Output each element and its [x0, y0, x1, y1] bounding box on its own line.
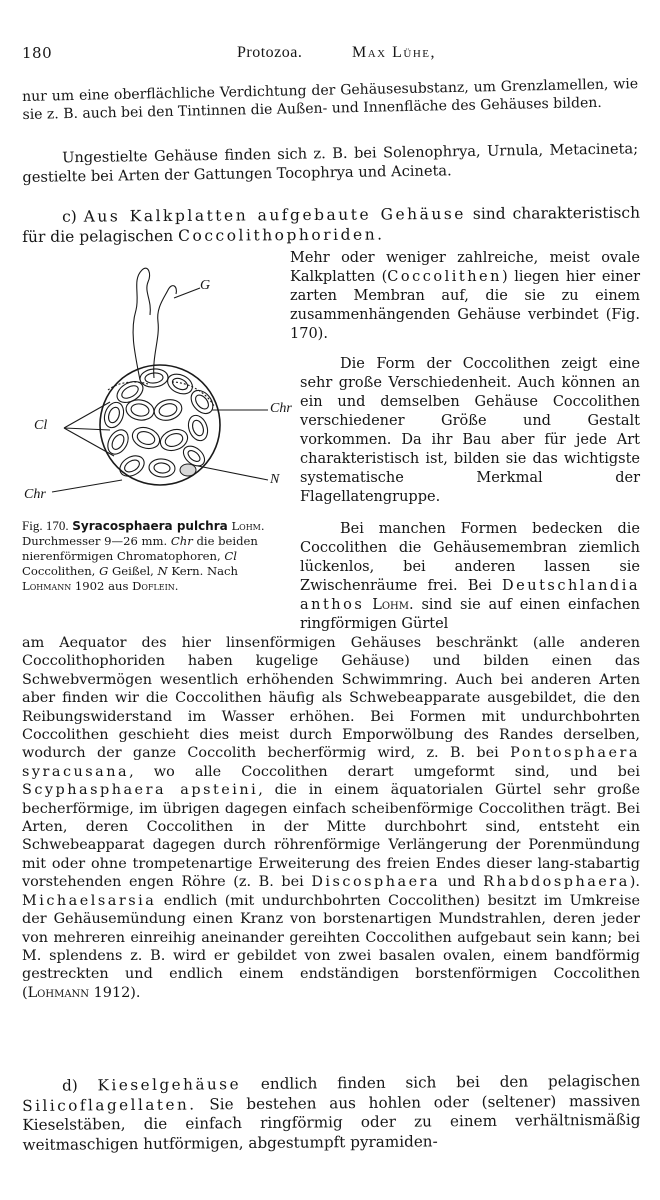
- caption-text-3: Coccolithen,: [22, 564, 100, 578]
- bei-text-2: sind sie auf einen einfachen ringförmigen Gürtel: [300, 597, 640, 632]
- figure-label-chr-left: Chr: [24, 487, 46, 502]
- flagellum-right: [154, 286, 177, 378]
- caption-abbr-n: N: [157, 564, 168, 578]
- figure-label-cl: Cl: [34, 418, 48, 433]
- section-c-heading: [22, 203, 640, 247]
- caption-abbr-chr: Chr: [170, 534, 193, 548]
- leader-cl-2: [64, 428, 110, 430]
- paragraph-bei-manchen: [300, 520, 640, 634]
- page-number: 180: [22, 44, 53, 62]
- bei-text-1: Bei manchen Formen bedecken die Coccolithen die Gehäusemembran ziemlich lückenlos, bei anderen lassen sie Zwischenräume frei. Bei: [300, 521, 640, 594]
- ref-lohmann: Lohmann: [27, 984, 90, 1001]
- figure-label-n: N: [270, 472, 280, 487]
- section-d-text-2: Sie bestehen aus hohlen oder (seltener) massiven Kieselstäben, die einfach ringförmig oder zu einem verhältnismäßig weitmaschigen hutförmigen, abgestumpft pyramiden-: [22, 1091, 641, 1154]
- main-text-1: am Aequator des hier linsenförmigen Gehäuses beschränkt (alle anderen Coccolithophoriden haben kugelige Gehäuse) und bilden einen das Schwebvermögen wesentlich erhöhenden Schwimmring. Auch bei anderen Arten aber finden wir die Coccolithen häufig als Schwebeapparate ausgebildet, die den Reibungswiderstand im Wasser erhöhen. Bei Formen mit undurchbohrten Coccolithen geschieht dies meist durch Emporwölbung des Randes derselben, wodurch der ganze Coccolith becherförmig wird, z. B. bei: [22, 635, 640, 762]
- caption-ref-lohmann: Lohmann: [22, 579, 72, 593]
- leader-chr-left: [52, 480, 122, 492]
- paragraph-form: Die Form der Coccolithen zeigt eine sehr große Verschiedenheit. Auch können an ein und demselben Gehäuse Coccolithen verschiedener Größe und Gestalt vorkommen. Da ihr Bau aber für jede Art charakteristisch ist, bilden sie das wichtigste systematische Merkmal der Flagellatengruppe.: [300, 356, 640, 505]
- figure-number: Fig. 170.: [22, 518, 69, 533]
- caption-abbr-g: G: [99, 564, 109, 578]
- figure-label-g: G: [200, 278, 211, 293]
- caption-text-1: Durchmesser 9—26 mm.: [22, 534, 171, 548]
- main-text-2: , wo alle Coccolithen derart umgeformt sind, und bei: [129, 763, 640, 780]
- caption-text-5: Kern. Nach: [167, 564, 238, 578]
- leader-cl-1: [64, 402, 110, 428]
- section-d: [22, 1072, 641, 1156]
- caption-species: Syracosphaera pulchra: [72, 519, 228, 533]
- nucleus: [180, 464, 196, 476]
- section-c-after-heading: sind charakteristisch für die pelagischen: [22, 203, 641, 246]
- coccolithophore-illustration: [22, 260, 290, 510]
- caption-text-2: die beiden nierenförmigen Chromatophoren,: [22, 534, 258, 563]
- main-text-7: 1912).: [89, 984, 141, 1001]
- paragraph-intro: nur um eine oberflächliche Verdichtung der Gehäusesubstanz, um Grenzlamellen, wie sie z. B. auch bei den Tintinnen die Außen- und Innenfläche des Gehäuses bilden.: [22, 76, 639, 123]
- section-d-title: Kieselgehäuse: [97, 1075, 242, 1095]
- caption-text-4: Geißel,: [108, 564, 158, 578]
- leader-n: [198, 466, 268, 480]
- species-pontosphaera: Pontosphaera syracusana: [22, 745, 640, 780]
- section-c-text-2: ) liegen hier einer zarten Membran auf, die sie zu einem zusammenhängenden Gehäuse verbindet (Fig. 170).: [290, 269, 640, 342]
- leader-g: [174, 288, 200, 298]
- section-c-label: c): [62, 207, 77, 226]
- main-text-6: endlich (mit undurchbohrten Coccolithen) besitzt im Umkreise der Gehäusemündung einen Kranz von borstenartigen Mundstrahlen, deren jeder von mehreren einreihig aneinander gereihten Coccolithen aufgebaut sein kann; bei M. splendens z. B. wird er gebildet von zwei basalen ovalen, einem bandförmig gestreckten und endlich einem endständigen borstenförmigen Coccolithen (: [22, 892, 640, 1001]
- section-d-taxon: Silicoflagellaten.: [22, 1095, 197, 1115]
- caption-text-6: 1902 aus: [71, 579, 133, 593]
- genus-rhabdosphaera: Rhabdosphaera: [483, 874, 630, 891]
- main-text-5: ).: [629, 874, 640, 891]
- flagellum-left: [133, 268, 150, 380]
- caption-author: Lohm.: [231, 519, 265, 533]
- main-text-4: und: [440, 874, 484, 891]
- figure-170: [22, 260, 290, 510]
- author-lohm: Lohm.: [372, 597, 414, 613]
- species-scyphasphaera: Scyphasphaera apsteini: [22, 782, 259, 799]
- caption-abbr-cl: Cl: [224, 549, 237, 563]
- figure-label-chr-right: Chr: [270, 401, 292, 416]
- genus-deutschlandia: Deutschlandia anthos: [300, 578, 640, 613]
- section-c-body: [290, 249, 640, 344]
- term-coccolithen: Coccolithen: [387, 269, 502, 285]
- genus-michaelsarsia: Michaelsarsia: [22, 892, 157, 909]
- section-d-label: d): [61, 1076, 78, 1095]
- main-text-3: , die in einem äquatorialen Gürtel sehr große becherförmige, im übrigen dagegen einfach scheibenförmige Coccolithen trägt. Bei Arten, deren Coccolithen in der Mitte durchbohrt sind, entsteht ein Schwebeapparat dagegen durch röhrenförmige Verlängerung der Porenmündung mit oder ohne trompetenartige Erweiterung des freien Endes dieser lang-stabartig vorstehenden engen Röhre (z. B. bei: [22, 782, 640, 891]
- section-c-text-1: Mehr oder weniger zahlreiche, meist ovale Kalkplatten (: [290, 250, 640, 285]
- section-c-taxon: Coccolithophoriden.: [178, 225, 385, 245]
- section-d-text-1: endlich finden sich bei den pelagischen: [240, 1071, 641, 1094]
- section-c-title: Aus Kalkplatten aufgebaute Gehäuse: [83, 204, 467, 226]
- leader-cl-3: [64, 428, 114, 456]
- figure-caption: [22, 518, 287, 594]
- genus-discosphaera: Discosphaera: [311, 874, 441, 891]
- caption-ref-doflein: Doflein.: [132, 579, 179, 593]
- running-author: Max Lühe,: [352, 44, 436, 61]
- paragraph-main: [22, 634, 640, 1002]
- page-header: [22, 44, 634, 68]
- paragraph-ungestielt: Ungestielte Gehäuse finden sich z. B. bei Solenophrya, Urnula, Metacineta; gestielte bei Arten der Gattungen Tocophrya und Acineta.: [22, 140, 639, 186]
- running-title: Protozoa.: [237, 44, 303, 61]
